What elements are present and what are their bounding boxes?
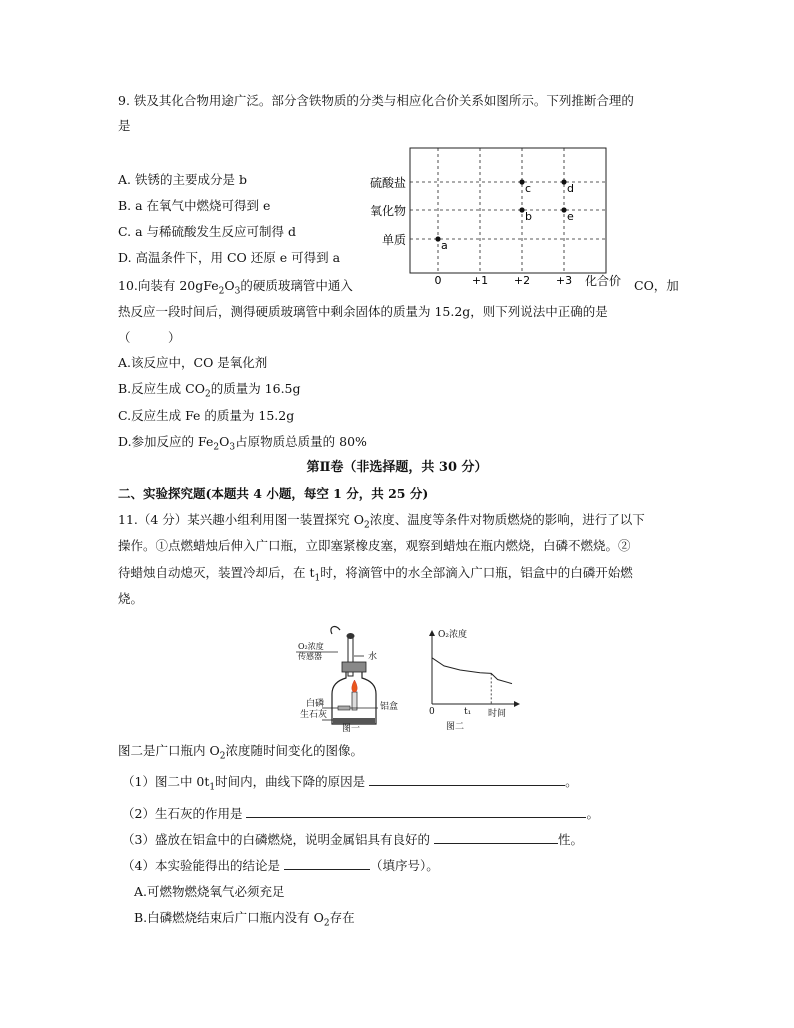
q11-line1: 11.（4 分）某兴趣小组利用图一装置探究 $O_2$浓度、温度等条件对物质燃烧的影响，进行了以下 bbox=[118, 512, 645, 531]
fig1-al-box-label: 铝盒 bbox=[380, 702, 399, 712]
q10-option-c: C.反应生成 Fe 的质量为 15.2g bbox=[118, 408, 295, 423]
fig1-sensor-label-2: 传感器 bbox=[298, 652, 322, 661]
stopper bbox=[342, 662, 366, 672]
q11-sub4-blank[interactable] bbox=[284, 857, 370, 870]
fig1-water-label: 水 bbox=[368, 652, 378, 662]
q9-stem-line1: 9. 铁及其化合物用途广泛。部分含铁物质的分类与相应化合价关系如图所示。下列推断合理的 bbox=[118, 93, 634, 108]
fig1-caption: 图一 bbox=[342, 724, 361, 734]
q11-sub2-blank[interactable] bbox=[246, 805, 586, 818]
q11-sub3-blank[interactable] bbox=[434, 831, 558, 844]
q9-stem-line2: 是 bbox=[118, 118, 131, 133]
q9-option-a: A. 铁锈的主要成分是 b bbox=[118, 172, 247, 187]
q9-option-c: C. a 与稀硫酸发生反应可制得 d bbox=[118, 224, 296, 239]
q10-answer-paren: （ ） bbox=[118, 330, 181, 345]
fig1-phosphorus-label: 白磷 bbox=[306, 699, 325, 709]
q11-line4: 烧。 bbox=[118, 591, 144, 606]
q11-sub4: （4）本实验能得出的结论是 （填序号）。 bbox=[122, 858, 439, 873]
fig2-caption: 图二 bbox=[446, 722, 465, 732]
dropper-bulb bbox=[347, 633, 355, 639]
section-heading: 二、实验探究题(本题共 4 小题，每空 1 分，共 25 分) bbox=[118, 486, 429, 501]
q10-line2: 热反应一段时间后，测得硬质玻璃管中剩余固体的质量为 15.2g，则下列说法中正确的是 bbox=[118, 304, 608, 319]
x-axis-title: 化合价 bbox=[585, 274, 622, 288]
fig1-lime-label: 生石灰 bbox=[300, 710, 328, 720]
x-tick-1: +1 bbox=[471, 274, 489, 287]
chart-grid bbox=[410, 148, 606, 273]
point-d bbox=[561, 179, 566, 184]
chart-points bbox=[435, 179, 574, 252]
point-label-b: b bbox=[525, 210, 532, 223]
x-tick-2: +2 bbox=[513, 274, 531, 287]
q9-option-d: D. 高温条件下，用 CO 还原 e 可得到 a bbox=[118, 250, 341, 265]
point-c bbox=[519, 179, 524, 184]
q11-sub2: （2）生石灰的作用是 。 bbox=[122, 806, 599, 821]
point-b bbox=[519, 207, 524, 212]
y-label-sulfate: 硫酸盐 bbox=[369, 176, 406, 190]
fig2-y-arrow-icon bbox=[429, 630, 435, 636]
fig2-t1-label: t₁ bbox=[464, 707, 472, 717]
figure-2-graph bbox=[422, 626, 522, 710]
q11-figure-description: 图二是广口瓶内 $O_2$浓度随时间变化的图像。 bbox=[118, 743, 363, 762]
q11-option-b: B.白磷燃烧结束后广口瓶内没有 $O_2$存在 bbox=[134, 910, 355, 929]
y-label-oxide: 氧化物 bbox=[369, 204, 406, 218]
x-tick-0: 0 bbox=[434, 274, 442, 287]
candle bbox=[352, 692, 357, 710]
q11-line2: 操作。①点燃蜡烛后伸入广口瓶，立即塞紧橡皮塞，观察到蜡烛在瓶内燃烧，白磷不燃烧。② bbox=[118, 538, 631, 553]
point-label-d: d bbox=[567, 182, 574, 195]
y-label-element: 单质 bbox=[381, 233, 406, 247]
aluminum-box bbox=[338, 706, 350, 710]
q11-sub1-blank[interactable] bbox=[369, 773, 565, 786]
candle-flame-icon bbox=[352, 680, 357, 692]
fig2-y-label: O₂浓度 bbox=[438, 630, 467, 640]
fig2-o2-curve bbox=[432, 658, 512, 684]
q10-line1: 10.向装有 $20gFe_2O_3$的硬质玻璃管中通入 bbox=[118, 278, 353, 297]
chart-frame bbox=[410, 148, 606, 273]
point-a bbox=[435, 236, 440, 241]
q11-option-a: A.可燃物燃烧氧气必须充足 bbox=[134, 884, 285, 899]
dropper-cap bbox=[331, 627, 340, 634]
point-e bbox=[561, 207, 566, 212]
fig2-x-label: 时间 bbox=[488, 709, 507, 719]
fig2-x-arrow-icon bbox=[514, 701, 520, 707]
x-tick-3: +3 bbox=[555, 274, 573, 287]
fig1-sensor-label-1: O₂浓度 bbox=[298, 642, 324, 651]
q9-option-b: B. a 在氧气中燃烧可得到 e bbox=[118, 198, 271, 213]
q10-option-b: B.反应生成 $CO_2$的质量为 16.5g bbox=[118, 381, 301, 400]
q10-option-a: A.该反应中，CO 是氧化剂 bbox=[118, 355, 268, 370]
point-label-e: e bbox=[567, 210, 574, 223]
fig2-origin: 0 bbox=[429, 707, 435, 717]
point-label-c: c bbox=[525, 182, 532, 195]
q11-sub1: （1）图二中 $0t_1$时间内，曲线下降的原因是 。 bbox=[122, 774, 578, 793]
point-label-a: a bbox=[441, 239, 448, 252]
q10-option-d: D.参加反应的 $Fe_2O_3$占原物质总质量的 80% bbox=[118, 434, 367, 453]
q11-sub3: （3）盛放在铝盒中的白磷燃烧，说明金属铝具有良好的 性。 bbox=[122, 832, 583, 847]
q10-line1-tail: CO，加 bbox=[634, 278, 679, 293]
valence-chart bbox=[362, 142, 652, 292]
q11-line3: 待蜡烛自动熄灭，装置冷却后，在 $t_1$时，将滴管中的水全部滴入广口瓶，铝盒中的白磷开始燃 bbox=[118, 565, 633, 584]
section-title: 第Ⅱ卷（非选择题，共 30 分） bbox=[306, 460, 488, 475]
